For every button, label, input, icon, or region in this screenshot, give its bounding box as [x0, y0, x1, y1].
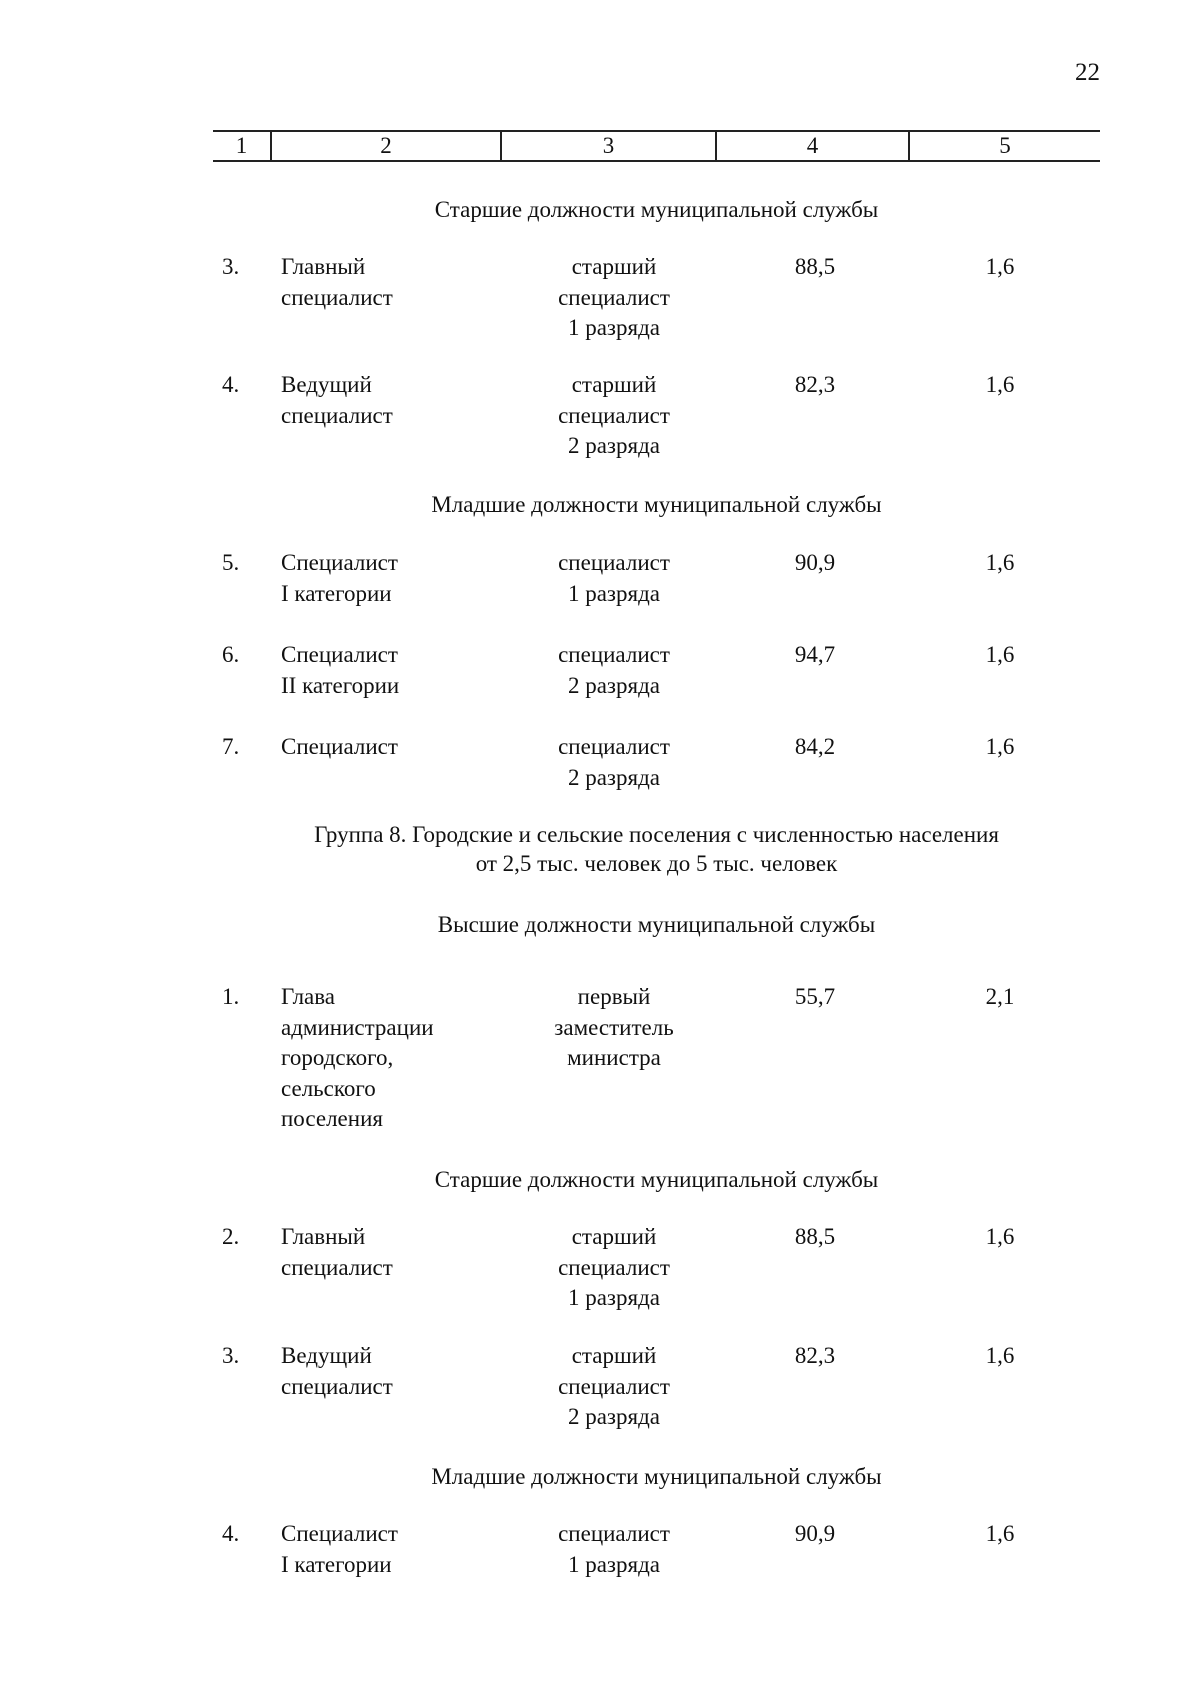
column-header-4: 4: [715, 132, 908, 160]
column-header-3: 3: [500, 132, 715, 160]
position-title: Ведущий специалист: [281, 372, 393, 428]
percent-value: 88,5: [794, 1224, 836, 1249]
row-number: 3.: [222, 1343, 240, 1368]
position-title: Специалист II категории: [281, 642, 400, 698]
section-heading-highest: Высшие должности муниципальной службы: [437, 912, 876, 937]
equivalent-rank: специалист 2 разряда: [558, 642, 670, 698]
position-title: Специалист I категории: [281, 1521, 398, 1577]
position-title: Специалист I категории: [281, 550, 398, 606]
section-heading-senior-group8: Старшие должности муниципальной службы: [434, 1167, 879, 1192]
coefficient-value: 1,6: [985, 1343, 1015, 1368]
percent-value: 94,7: [794, 642, 836, 667]
position-title: Специалист: [281, 734, 398, 759]
row-number: 1.: [222, 984, 240, 1009]
percent-value: 82,3: [794, 1343, 836, 1368]
group-heading-line-1: Группа 8. Городские и сельские поселения с численностью населения: [314, 822, 999, 847]
position-title: Главный специалист: [281, 1224, 393, 1280]
equivalent-rank: специалист 1 разряда: [558, 1521, 670, 1577]
row-number: 3.: [222, 254, 240, 279]
percent-value: 90,9: [794, 550, 836, 575]
position-title: Ведущий специалист: [281, 1343, 393, 1399]
position-title: Главный специалист: [281, 254, 393, 310]
column-header-2: 2: [270, 132, 500, 160]
coefficient-value: 1,6: [985, 734, 1015, 759]
table-header-row: [213, 130, 1100, 162]
row-number: 5.: [222, 550, 240, 575]
coefficient-value: 1,6: [985, 550, 1015, 575]
coefficient-value: 1,6: [985, 372, 1015, 397]
section-heading-junior-group8: Младшие должности муниципальной службы: [431, 1464, 882, 1489]
coefficient-value: 1,6: [985, 642, 1015, 667]
equivalent-rank: старший специалист 1 разряда: [558, 254, 670, 340]
percent-value: 82,3: [794, 372, 836, 397]
coefficient-value: 1,6: [985, 254, 1015, 279]
group-heading-line-2: от 2,5 тыс. человек до 5 тыс. человек: [475, 851, 838, 876]
position-title: Глава администрации городского, сельского поселения: [281, 984, 434, 1131]
equivalent-rank: специалист 2 разряда: [558, 734, 670, 790]
equivalent-rank: специалист 1 разряда: [558, 550, 670, 606]
coefficient-value: 1,6: [985, 1521, 1015, 1546]
coefficient-value: 1,6: [985, 1224, 1015, 1249]
coefficient-value: 2,1: [985, 984, 1015, 1009]
equivalent-rank: старший специалист 1 разряда: [558, 1224, 670, 1310]
column-header-1: 1: [235, 133, 248, 158]
percent-value: 90,9: [794, 1521, 836, 1546]
group-heading: [213, 820, 1100, 878]
equivalent-rank: старший специалист 2 разряда: [558, 372, 670, 458]
section-heading-junior: Младшие должности муниципальной службы: [431, 492, 882, 517]
percent-value: 84,2: [794, 734, 836, 759]
equivalent-rank: старший специалист 2 разряда: [558, 1343, 670, 1429]
row-number: 2.: [222, 1224, 240, 1249]
percent-value: 55,7: [794, 984, 836, 1009]
column-header-5: 5: [908, 132, 1100, 160]
page-number: 22: [1075, 59, 1100, 86]
percent-value: 88,5: [794, 254, 836, 279]
row-number: 7.: [222, 734, 240, 759]
row-number: 4.: [222, 1521, 240, 1546]
row-number: 4.: [222, 372, 240, 397]
section-heading-senior: Старшие должности муниципальной службы: [434, 197, 879, 222]
equivalent-rank: первый заместитель министра: [554, 984, 674, 1070]
row-number: 6.: [222, 642, 240, 667]
